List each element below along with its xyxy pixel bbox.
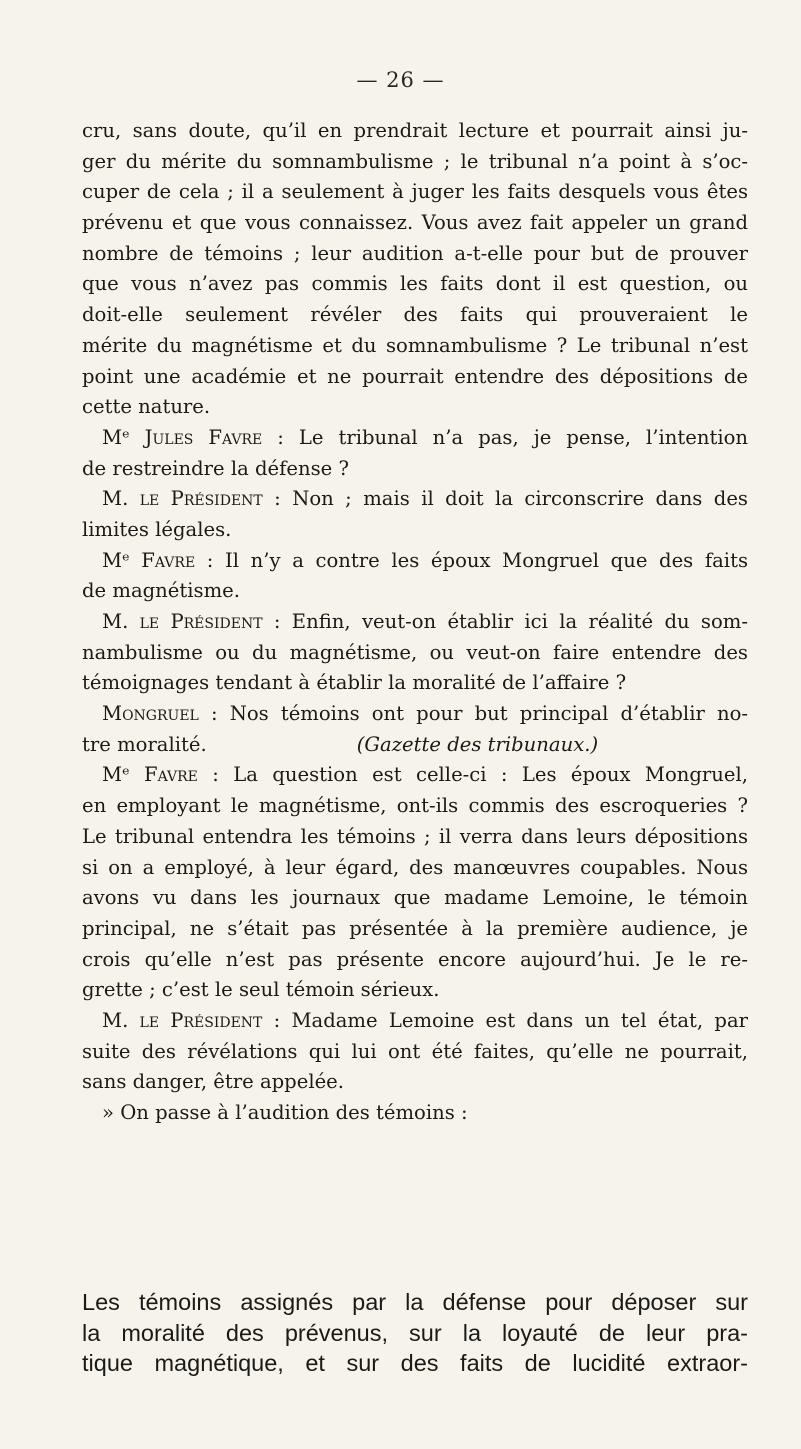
- citation: (Gazette des tribunaux.): [356, 732, 599, 756]
- text-line: si on a employé, à leur égard, des manœuvres coupables. Nous: [82, 855, 748, 879]
- text-line: principal, ne s’était pas présentée à la première audience, je: [82, 916, 748, 940]
- text-fragment: tre moralité.: [82, 732, 207, 756]
- paragraph-favre-3: [82, 760, 748, 791]
- text-line: que vous n’avez pas commis les faits dont il est question, ou: [82, 272, 748, 296]
- speaker-name: Mongruel: [102, 702, 199, 726]
- speaker-name: Mᵉ Favre: [102, 548, 196, 572]
- text-fragment: : La question est celle-ci : Les époux Mongruel,: [197, 763, 748, 787]
- paragraph-favre-1: [82, 423, 748, 454]
- paragraph-favre-2: [82, 546, 748, 577]
- text-line: de magnétisme.: [82, 579, 240, 603]
- text-line: Le tribunal entendra les témoins ; il verra dans leurs dépositions: [82, 824, 748, 848]
- closing-paragraph: [82, 1287, 748, 1379]
- speaker-name: M. le Président: [102, 1008, 263, 1032]
- text-line: cette nature.: [82, 395, 211, 419]
- text-line: nambulisme ou du magnétisme, ou veut-on faire entendre des: [82, 640, 748, 664]
- text-line: point une académie et ne pourrait entendre des dépositions de: [82, 364, 748, 388]
- speaker-name: M. le Président: [102, 487, 263, 511]
- text-line: sans danger, être appelée.: [82, 1070, 344, 1094]
- paragraph-president-1: [82, 484, 748, 515]
- text-line: doit-elle seulement révéler des faits qui prouveraient le: [82, 303, 748, 327]
- text-fragment: : Madame Lemoine est dans un tel état, par: [262, 1008, 748, 1032]
- text-fragment: : Enfin, veut-on établir ici la réalité du som-: [262, 610, 748, 633]
- text-line: avons vu dans les journaux que madame Lemoine, le témoin: [82, 886, 748, 910]
- speaker-name: M. le Président: [102, 610, 263, 633]
- text-fragment: : Il n’y a contre les époux Mongruel que des faits: [195, 548, 748, 572]
- text-fragment: : Le tribunal n’a pas, je pense, l’intention: [262, 425, 748, 449]
- paragraph-president-3: [82, 1006, 748, 1037]
- text-line: mérite du magnétisme et du somnambulisme ? Le tribunal n’est: [82, 333, 748, 357]
- text-line: cru, sans doute, qu’il en prendrait lecture et pourrait ainsi ju-: [82, 119, 748, 142]
- text-line: ger du mérite du somnambulisme ; le tribunal n’a point à s’oc-: [82, 149, 748, 173]
- paragraph-president-2: [82, 607, 748, 638]
- text-line: témoignages tendant à établir la moralité de l’affaire ?: [82, 671, 627, 695]
- text-line: limites légales.: [82, 517, 232, 541]
- paragraph-mongruel: [82, 699, 748, 730]
- text-line: la moralité des prévenus, sur la loyauté de leur pra-: [82, 1319, 748, 1346]
- text-line-with-citation: [82, 730, 748, 761]
- text-line: Les témoins assignés par la défense pour déposer sur: [82, 1289, 748, 1315]
- text-line: cuper de cela ; il a seulement à juger les faits desquels vous êtes: [82, 180, 748, 204]
- text-line: » On passe à l’audition des témoins :: [102, 1101, 468, 1124]
- text-line: grette ; c’est le seul témoin sérieux.: [82, 978, 440, 1002]
- text-line: crois qu’elle n’est pas présente encore aujourd’hui. Je le re-: [82, 947, 748, 971]
- page-number: — 26 —: [356, 68, 445, 92]
- body-text: [82, 116, 748, 1129]
- speaker-name: Mᵉ Jules Favre: [102, 425, 263, 449]
- text-line: de restreindre la défense ?: [82, 456, 350, 480]
- text-line: tique magnétique, et sur des faits de lucidité extraor-: [82, 1350, 748, 1376]
- text-line: nombre de témoins ; leur audition a-t-elle pour but de prouver: [82, 241, 748, 265]
- text-fragment: : Non ; mais il doit la circonscrire dans des: [262, 487, 748, 511]
- text-line: en employant le magnétisme, ont-ils commis des escroqueries ?: [82, 794, 748, 818]
- text-line: suite des révélations qui lui ont été faites, qu’elle ne pourrait,: [82, 1039, 748, 1063]
- speaker-name: Mᵉ Favre: [102, 763, 198, 787]
- text-line: prévenu et que vous connaissez. Vous avez fait appeler un grand: [82, 211, 748, 235]
- text-fragment: : Nos témoins ont pour but principal d’établir no-: [198, 702, 748, 726]
